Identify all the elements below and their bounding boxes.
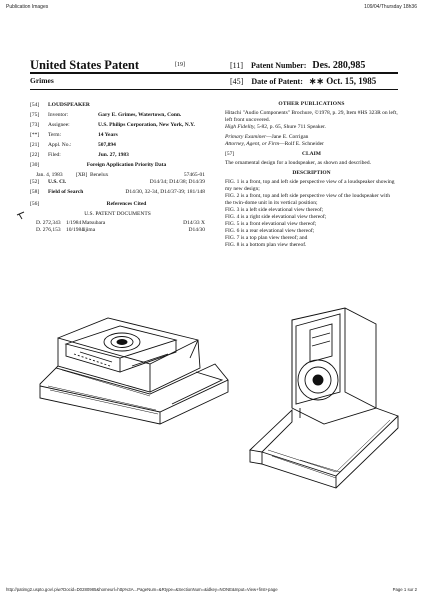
- search-field-value: D14/30, 32-34, D14/37-39; 181/148: [125, 189, 205, 195]
- title-row: [20, 58, 398, 72]
- fig-description: FIG. 3 is a left side elevational view thereof;: [225, 207, 324, 213]
- ref-number: D. 272,343: [36, 220, 61, 226]
- references-heading: References Cited: [106, 201, 147, 207]
- date-code: [45]: [230, 77, 244, 86]
- claim-heading: [225, 151, 398, 158]
- field-22: [30, 152, 205, 159]
- field-label: U.S. Cl.: [48, 179, 67, 185]
- patent-drawing: [0, 300, 423, 580]
- margin-mark-icon: [16, 210, 26, 220]
- priority-name: Benelux: [90, 172, 109, 178]
- examiner-value: —Jane E. Corrigan: [266, 134, 309, 140]
- left-column: [30, 102, 205, 234]
- field-code: [58]: [30, 189, 40, 195]
- number-code: [11]: [230, 61, 244, 70]
- us-docs-heading: U.S. PATENT DOCUMENTS: [84, 211, 151, 217]
- field-label: Field of Search: [48, 189, 84, 195]
- other-publication-1: Hitachi "Audio Components" Brochure, ©1978, p. 29, Item #HS 323R on left, left front uncovered.: [225, 110, 398, 123]
- ref-class: D14/30: [188, 227, 205, 233]
- assignee-value: U.S. Philips Corporation, New York, N.Y.: [98, 122, 195, 128]
- ref-date: 1/1984: [66, 220, 82, 226]
- date-label: Date of Patent:: [251, 77, 303, 86]
- publication-detail: 5-82, p. 65, Shure 711 Speaker.: [255, 124, 326, 130]
- ref-number: D. 276,153: [36, 227, 61, 233]
- ref-row-1: [30, 220, 205, 227]
- browser-header: [0, 0, 423, 14]
- fig-description: FIG. 1 is a front, top and left side perspective view of a loudspeaker showing my new design;: [225, 179, 395, 192]
- field-label: Filed:: [48, 152, 61, 158]
- attorney-line: [225, 141, 398, 148]
- fig-description: FIG. 5 is a front elevational view thereof;: [225, 221, 317, 227]
- field-code: [**]: [30, 132, 40, 138]
- field-21: [30, 142, 205, 149]
- fig-description: FIG. 2 is a front, top and left side perspective view of the loudspeaker with the twin-dome unit in its vertical position;: [225, 193, 390, 206]
- field-58: [30, 189, 205, 196]
- attorney-label: Attorney, Agent, or Firm: [225, 141, 280, 147]
- header-datetime: 109/04/Thursday 18h36: [364, 4, 417, 10]
- attorney-value: —Rolf E. Schneider: [279, 141, 324, 147]
- inventor-short: Grimes: [30, 76, 54, 85]
- title-rule: [30, 72, 398, 74]
- field-73: [30, 122, 205, 129]
- other-publication-2: [225, 124, 398, 131]
- right-column: [225, 100, 398, 249]
- inventor-row: [20, 75, 398, 88]
- patent-page: [20, 58, 398, 248]
- field-label: Term:: [48, 132, 62, 138]
- ref-name: Matsubara: [82, 220, 106, 226]
- field-code: [54]: [30, 102, 40, 108]
- ref-date: 10/1984: [66, 227, 85, 233]
- field-30: [30, 162, 205, 169]
- priority-date: Jan. 4, 1983: [36, 172, 63, 178]
- field-code: [75]: [30, 112, 40, 118]
- field-label: Inventor:: [48, 112, 69, 118]
- field-code: [73]: [30, 122, 40, 128]
- description-heading: DESCRIPTION: [292, 170, 331, 176]
- ref-name: Iijima: [82, 227, 96, 233]
- field-75: [30, 112, 205, 119]
- appl-no-value: 507,894: [98, 142, 116, 148]
- footer-url: http://patimg2.uspto.gov/.piw?Docid=D0280985&homeurl=http%3A...PageNum=&Rtype=&SectionNum=&idkey=NONE&Input=View+first+page: [6, 587, 278, 592]
- other-publications-heading: OTHER PUBLICATIONS: [278, 101, 345, 107]
- fig-description: FIG. 6 is a rear elevational view thereof;: [225, 228, 315, 234]
- ref-class: D14/33 X: [183, 220, 205, 226]
- examiner-line: [225, 134, 398, 141]
- figure-2-loudspeaker-vertical: [250, 308, 398, 488]
- header-rule: [30, 89, 398, 90]
- field-52: [30, 179, 205, 186]
- inventor-value: Gary E. Grimes, Watertown, Conn.: [98, 112, 182, 118]
- title-of-invention: LOUDSPEAKER: [48, 102, 90, 108]
- field-54: [30, 102, 205, 109]
- header-title: Publication Images: [6, 4, 49, 10]
- field-code: [21]: [30, 142, 40, 148]
- claim-text: The ornamental design for a loudspeaker, as shown and described.: [225, 160, 371, 166]
- footer-page: Page 1 sur 2: [392, 587, 417, 592]
- fig-description: FIG. 7 is a top plan view thereof; and: [225, 235, 308, 241]
- field-code: [30]: [30, 162, 40, 168]
- field-code: [52]: [30, 179, 40, 185]
- us-cl-value: D14/34; D14/38; D14/39: [149, 179, 205, 185]
- number-value: Des. 280,985: [312, 60, 366, 71]
- field-label: Assignee:: [48, 122, 70, 128]
- ref-row-2: [30, 227, 205, 234]
- field-code: [22]: [30, 152, 40, 158]
- patent-title: United States Patent: [30, 58, 140, 72]
- date-value: ∗∗ Oct. 15, 1985: [308, 76, 377, 86]
- figure-1-loudspeaker: [40, 318, 228, 424]
- examiner-label: Primary Examiner: [225, 134, 267, 140]
- patent-number: [230, 60, 365, 71]
- title-code: [19]: [175, 62, 185, 68]
- number-label: Patent Number:: [251, 61, 307, 70]
- browser-footer: [0, 585, 423, 597]
- field-label: Appl. No.:: [48, 142, 72, 148]
- fig-description: FIG. 8 is a bottom plan view thereof.: [225, 242, 307, 248]
- priority-row: [30, 172, 205, 179]
- claim-title: CLAIM: [302, 151, 321, 157]
- priority-country: [XB]: [76, 172, 88, 178]
- fig-description: FIG. 4 is a right side elevational view thereof;: [225, 214, 327, 220]
- field-56: [30, 201, 205, 208]
- term-value: 14 Years: [98, 132, 118, 138]
- field-term: [30, 132, 205, 139]
- publication-title: High Fidelity,: [225, 124, 256, 130]
- claim-code: [57]: [225, 151, 235, 157]
- priority-heading: Foreign Application Priority Data: [86, 162, 167, 168]
- priority-number: 57465-01: [183, 172, 205, 178]
- filed-value: Jun. 27, 1983: [98, 152, 129, 158]
- field-code: [56]: [30, 201, 40, 207]
- patent-date: [230, 76, 376, 87]
